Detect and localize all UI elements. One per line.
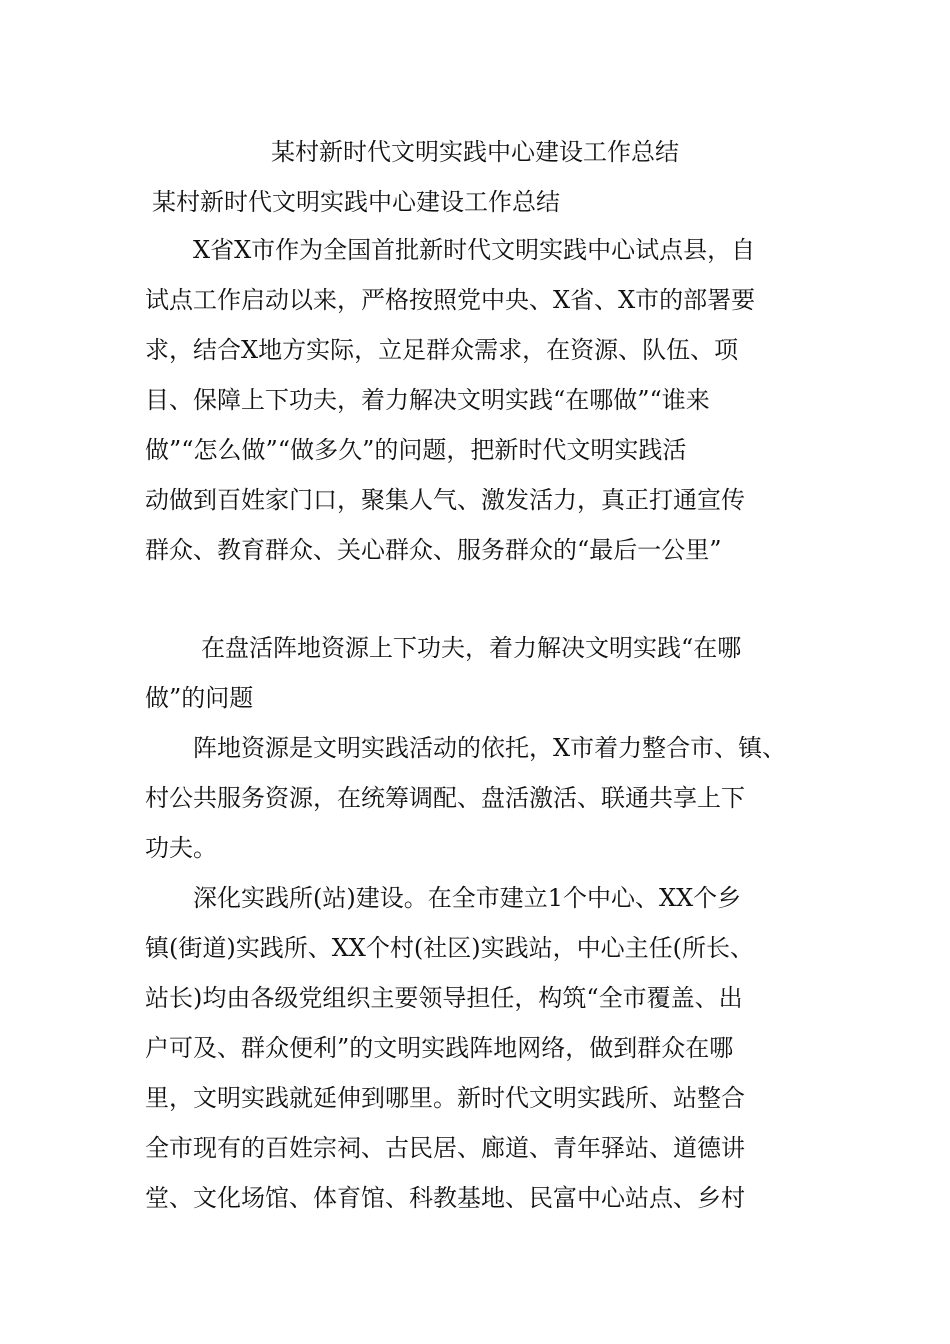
document-title: 某村新时代文明实践中心建设工作总结 (271, 138, 679, 166)
text-line: 户可及、群众便利”的文明实践阵地网络，做到群众在哪 (145, 1034, 734, 1062)
text-line: 做”的问题 (145, 684, 254, 712)
text-line: 试点工作启动以来，严格按照党中央、X省、X市的部署要 (145, 286, 756, 314)
paragraph-stations (145, 873, 825, 1223)
text-line: 功夫。 (145, 834, 217, 862)
text-line: X省X市作为全国首批新时代文明实践中心试点县，自 (193, 236, 756, 264)
text-line: 阵地资源是文明实践活动的依托，X市着力整合市、镇、 (193, 734, 787, 762)
text-line: 做”“怎么做”“做多久”的问题，把新时代文明实践活 (145, 436, 687, 464)
paragraph-intro (145, 225, 825, 575)
text-line: 在盘活阵地资源上下功夫，着力解决文明实践“在哪 (201, 634, 742, 662)
text-line: 群众、教育群众、关心群众、服务群众的“最后一公里” (145, 536, 722, 564)
text-line: 里，文明实践就延伸到哪里。新时代文明实践所、站整合 (145, 1084, 745, 1112)
text-line: 镇(街道)实践所、XX个村(社区)实践站，中心主任(所长、 (145, 934, 754, 962)
text-line: 站长)均由各级党组织主要领导担任，构筑“全市覆盖、出 (145, 984, 743, 1012)
text-line: 动做到百姓家门口，聚集人气、激发活力，真正打通宣传 (145, 486, 745, 514)
paragraph-resources (145, 723, 825, 873)
text-line: 堂、文化场馆、体育馆、科教基地、民富中心站点、乡村 (145, 1184, 745, 1212)
text-line: 求，结合X地方实际，立足群众需求，在资源、队伍、项 (145, 336, 739, 364)
text-line: 深化实践所(站)建设。在全市建立1个中心、XX个乡 (193, 884, 742, 912)
section-heading (145, 623, 825, 723)
text-line: 村公共服务资源，在统筹调配、盘活激活、联通共享上下 (145, 784, 745, 812)
text-line: 全市现有的百姓宗祠、古民居、廊道、青年驿站、道德讲 (145, 1134, 745, 1162)
text-line: 目、保障上下功夫，着力解决文明实践“在哪做”“谁来 (145, 386, 710, 414)
document-subtitle: 某村新时代文明实践中心建设工作总结 (152, 188, 560, 216)
